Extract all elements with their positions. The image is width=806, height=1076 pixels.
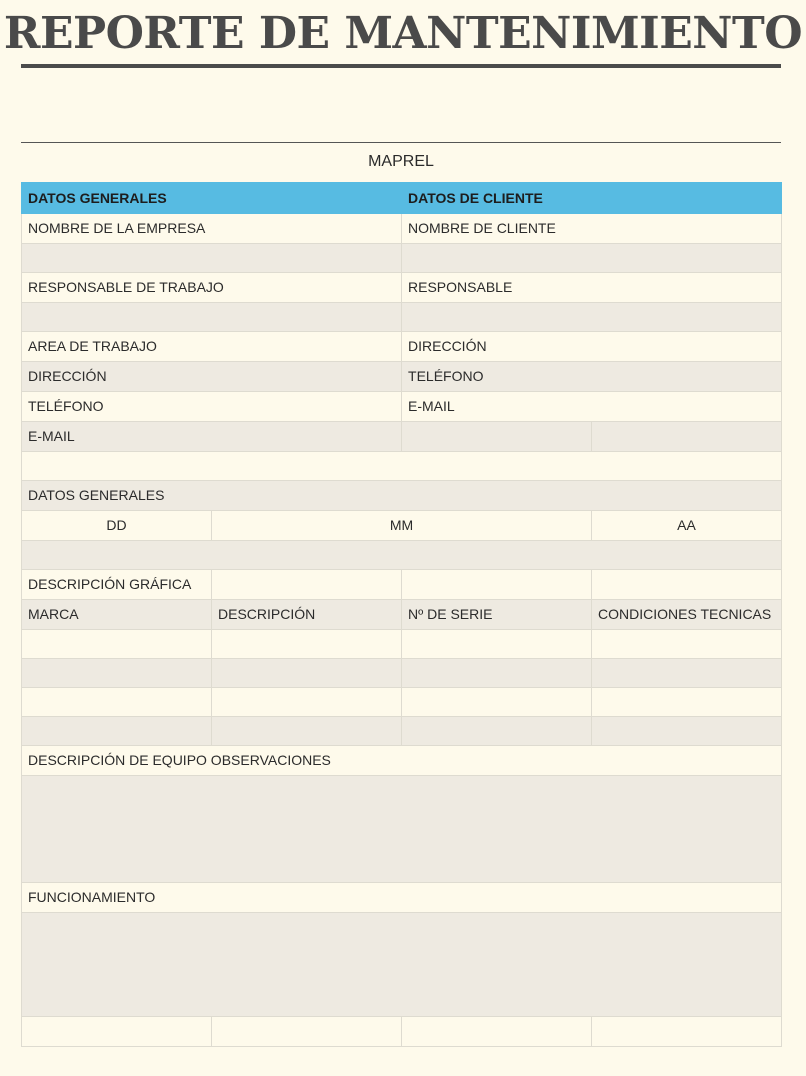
- form-row: [22, 570, 782, 600]
- brand-cell[interactable]: [22, 688, 212, 717]
- equipment-row: [22, 630, 782, 659]
- brand-column-header: MARCA: [22, 600, 212, 630]
- description-column-header: DESCRIPCIÓN: [212, 600, 402, 630]
- equipment-header-row: [22, 600, 782, 630]
- client-responsible-field[interactable]: [402, 303, 782, 332]
- conditions-cell[interactable]: [592, 717, 782, 746]
- observations-textarea[interactable]: [22, 776, 782, 883]
- date-row: [22, 511, 782, 541]
- conditions-cell[interactable]: [592, 630, 782, 659]
- client-email-field[interactable]: [402, 422, 592, 452]
- operation-label: FUNCIONAMIENTO: [22, 883, 782, 913]
- description-cell[interactable]: [212, 688, 402, 717]
- description-cell[interactable]: [212, 630, 402, 659]
- company-phone-label: TELÉFONO: [22, 392, 402, 422]
- footer-cell[interactable]: [22, 1017, 212, 1047]
- company-name: MAPREL: [368, 153, 434, 170]
- report-title: REPORTE DE MANTENIMIENTO: [3, 8, 803, 59]
- graphic-description-field[interactable]: [212, 570, 402, 600]
- conditions-column-header: CONDICIONES TECNICAS: [592, 600, 782, 630]
- client-data-header: DATOS DE CLIENTE: [402, 183, 782, 214]
- graphic-description-label: DESCRIPCIÓN GRÁFICA: [22, 570, 212, 600]
- company-address-label: DIRECCIÓN: [22, 362, 402, 392]
- graphic-description-field[interactable]: [592, 570, 782, 600]
- company-name-field[interactable]: [22, 244, 402, 273]
- form-row: [22, 746, 782, 776]
- serial-cell[interactable]: [402, 717, 592, 746]
- company-name-label: NOMBRE DE LA EMPRESA: [22, 214, 402, 244]
- work-responsible-field[interactable]: [22, 303, 402, 332]
- client-email-field-extra[interactable]: [592, 422, 782, 452]
- form-row: [22, 332, 782, 362]
- company-divider: [21, 142, 781, 143]
- client-phone-label: TELÉFONO: [402, 362, 782, 392]
- serial-column-header: Nº DE SERIE: [402, 600, 592, 630]
- spacer-row: [22, 452, 782, 481]
- form-row: [22, 273, 782, 303]
- brand-cell[interactable]: [22, 717, 212, 746]
- form-row: [22, 422, 782, 452]
- client-responsible-label: RESPONSABLE: [402, 273, 782, 303]
- work-area-label: AREA DE TRABAJO: [22, 332, 402, 362]
- general-data-header: DATOS GENERALES: [22, 183, 402, 214]
- spacer-cell: [22, 452, 782, 481]
- observations-label: DESCRIPCIÓN DE EQUIPO OBSERVACIONES: [22, 746, 782, 776]
- footer-cell[interactable]: [592, 1017, 782, 1047]
- maintenance-form-table: [21, 182, 782, 1047]
- graphic-description-field[interactable]: [402, 570, 592, 600]
- equipment-row: [22, 659, 782, 688]
- date-year-label[interactable]: AA: [592, 511, 782, 541]
- date-section-label: DATOS GENERALES: [22, 481, 782, 511]
- observations-area-row: [22, 776, 782, 883]
- equipment-row: [22, 717, 782, 746]
- form-row: [22, 883, 782, 913]
- form-row: [22, 214, 782, 244]
- serial-cell[interactable]: [402, 688, 592, 717]
- form-row-blank: [22, 541, 782, 570]
- work-responsible-label: RESPONSABLE DE TRABAJO: [22, 273, 402, 303]
- description-cell[interactable]: [212, 659, 402, 688]
- form-row: [22, 392, 782, 422]
- title-divider: [21, 64, 781, 68]
- client-name-field[interactable]: [402, 244, 782, 273]
- footer-cell[interactable]: [212, 1017, 402, 1047]
- conditions-cell[interactable]: [592, 659, 782, 688]
- client-address-label: DIRECCIÓN: [402, 332, 782, 362]
- equipment-row: [22, 688, 782, 717]
- date-month-label[interactable]: MM: [212, 511, 592, 541]
- conditions-cell[interactable]: [592, 688, 782, 717]
- serial-cell[interactable]: [402, 659, 592, 688]
- brand-cell[interactable]: [22, 630, 212, 659]
- client-email-label: E-MAIL: [402, 392, 782, 422]
- serial-cell[interactable]: [402, 630, 592, 659]
- brand-cell[interactable]: [22, 659, 212, 688]
- section-header-row: [22, 183, 782, 214]
- footer-cell[interactable]: [402, 1017, 592, 1047]
- company-email-label: E-MAIL: [22, 422, 402, 452]
- blank-cell: [22, 541, 782, 570]
- description-cell[interactable]: [212, 717, 402, 746]
- form-row: [22, 362, 782, 392]
- footer-row: [22, 1017, 782, 1047]
- form-row: [22, 481, 782, 511]
- client-name-label: NOMBRE DE CLIENTE: [402, 214, 782, 244]
- operation-textarea[interactable]: [22, 913, 782, 1017]
- operation-area-row: [22, 913, 782, 1017]
- form-row-blank: [22, 303, 782, 332]
- form-row-blank: [22, 244, 782, 273]
- date-day-label[interactable]: DD: [22, 511, 212, 541]
